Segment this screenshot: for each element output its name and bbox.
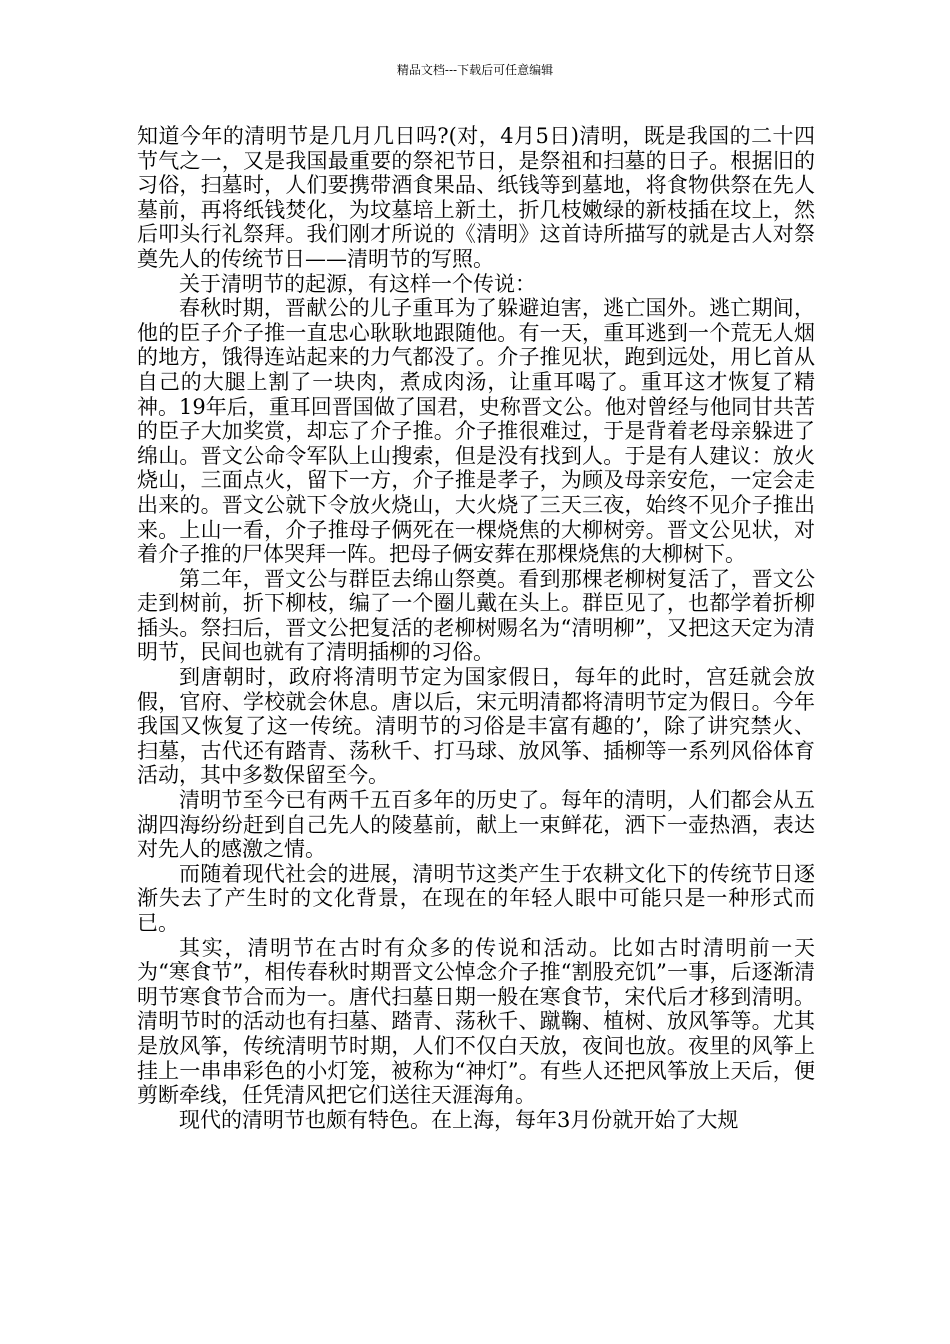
paragraph-legend: 春秋时期，晋献公的儿子重耳为了躲避迫害，逃亡国外。逃亡期间，他的臣子介子推一直忠心耿耿地跟随他。有一天，重耳逃到一个荒无人烟的地方，饿得连站起来的力气都没了。介子推见状，跑到远处，用匕首从自己的大腿上割了一块肉，煮成肉汤，让重耳喝了。重耳这才恢复了精神。19年后，重耳回晋国做了国君，史称晋文公。他对曾经与他同甘共苦的臣子大加奖赏，却忘了介子推。介子推很难过，于是背着老母亲躲进了绵山。晋文公命令军队上山搜索，但是没有找到人。于是有人建议：放火烧山，三面点火，留下一方，介子推是孝子，为顾及母亲安危，一定会走出来的。晋文公就下令放火烧山，大火烧了三天三夜，始终不见介子推出来。上山一看，介子推母子俩死在一棵烧焦的大柳树旁。晋文公见状，对着介子推的尸体哭拜一阵。把母子俩安葬在那棵烧焦的大柳树下。	[137, 296, 815, 567]
paragraph-modern-society: 而随着现代社会的进展，清明节这类产生于农耕文化下的传统节日逐渐失去了产生时的文化背景，在现在的年轻人眼中可能只是一种形式而已。	[137, 861, 815, 935]
paragraph-tang-dynasty: 到唐朝时，政府将清明节定为国家假日，每年的此时，宫廷就会放假，官府、学校就会休息。唐以后，宋元明清都将清明节定为假日。今年我国又恢复了这一传统。清明节的习俗是丰富有趣的’，除了讲究禁火、扫墓，古代还有踏青、荡秋千、打马球、放风筝、插柳等一系列风俗体育活动，其中多数保留至今。	[137, 665, 815, 788]
paragraph-intro: 知道今年的清明节是几月几日吗?(对，4月5日)清明，既是我国的二十四节气之一，又是我国最重要的祭祀节日，是祭祖和扫墓的日子。根据旧的习俗，扫墓时，人们要携带酒食果品、纸钱等到墓地，将食物供祭在先人墓前，再将纸钱焚化，为坟墓培上新土，折几枝嫩绿的新枝插在坟上，然后叩头行礼祭拜。我们刚才所说的《清明》这首诗所描写的就是古人对祭奠先人的传统节日——清明节的写照。	[137, 124, 815, 271]
document-body	[137, 124, 815, 1132]
paragraph-ancient-activities: 其实，清明节在古时有众多的传说和活动。比如古时清明前一天为“寒食节”，相传春秋时期晋文公悼念介子推“割股充饥”一事，后逐渐清明节寒食节合而为一。唐代扫墓日期一般在寒食节，宋代后才移到清明。清明节时的活动也有扫墓、踏青、荡秋千、蹴鞠、植树、放风筝等。尤其是放风筝，传统清明节时期，人们不仅白天放，夜间也放。夜里的风筝上挂上一串串彩色的小灯笼，被称为“神灯”。有些人还把风筝放上天后，便剪断牵线，任凭清风把它们送往天涯海角。	[137, 935, 815, 1108]
paragraph-modern-features: 现代的清明节也颇有特色。在上海，每年3月份就开始了大规	[179, 1107, 739, 1132]
paragraph-origin-lead: 关于清明节的起源，有这样一个传说：	[179, 271, 536, 296]
page-header: 精品文档---下载后可任意编辑	[396, 63, 554, 77]
paragraph-willow: 第二年，晋文公与群臣去绵山祭奠。看到那棵老柳树复活了，晋文公走到树前，折下柳枝，编了一个圈儿戴在头上。群臣见了，也都学着折柳插头。祭扫后，晋文公把复活的老柳树赐名为“清明柳”，又把这天定为清明节，民间也就有了清明插柳的习俗。	[137, 566, 815, 665]
paragraph-history: 清明节至今已有两千五百多年的历史了。每年的清明，人们都会从五湖四海纷纷赶到自己先人的陵墓前，献上一束鲜花，洒下一壶热酒，表达对先人的感激之情。	[137, 788, 815, 862]
